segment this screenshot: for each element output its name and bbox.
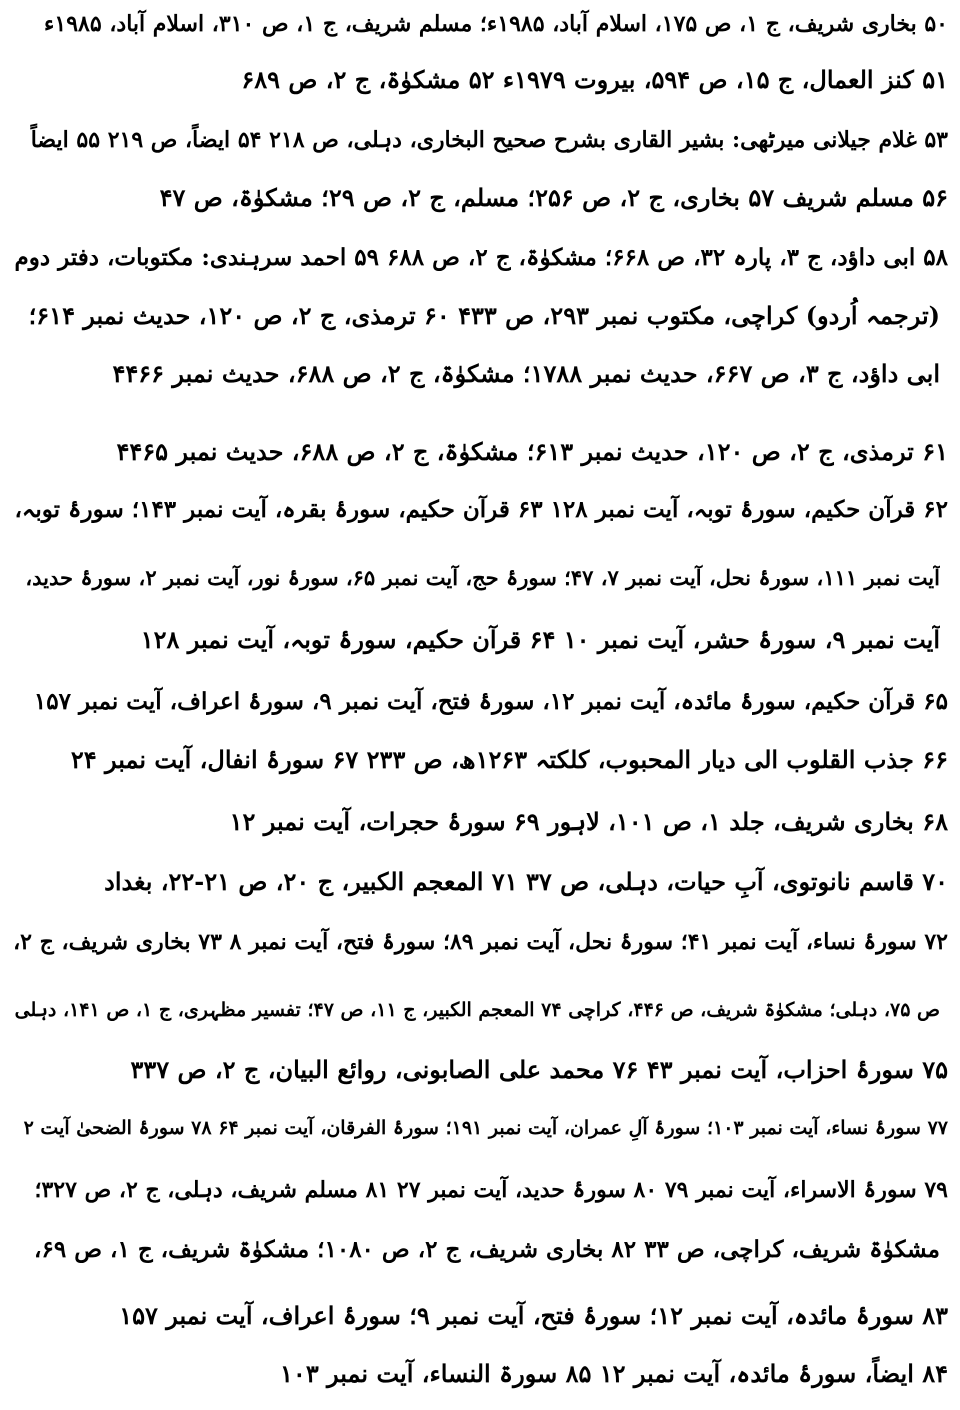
footnote-line: ۷۰ قاسم نانوتوی، آبِ حیات، دہلی، ص ۳۷ ۷۱ المعجم الکبیر، ج ۲۰، ص ۲۱-۲۲، بغداد	[104, 867, 948, 896]
footnote-line: ابی داؤد، ج ۳، ص ۶۶۷، حدیث نمبر ۱۷۸۸؛ مشکوٰۃ، ج ۲، ص ۶۸۸، حدیث نمبر ۴۴۶۶	[112, 359, 940, 388]
footnote-line: آیت نمبر ۹، سورۂ حشر، آیت نمبر ۱۰ ۶۴ قرآن حکیم، سورۂ توبہ، آیت نمبر ۱۲۸	[140, 625, 940, 654]
footnote-line: ص ۷۵، دہلی؛ مشکوٰۃ شریف، ص ۴۴۶، کراچی ۷۴ المعجم الکبیر، ج ۱۱، ص ۴۷؛ تفسیر مظہری، ج ۱، ص ۱۴۱، دہلی	[14, 999, 940, 1021]
footnote-line: ۵۰ بخاری شریف، ج ۱، ص ۱۷۵، اسلام آباد، ۱۹۸۵ء؛ مسلم شریف، ج ۱، ص ۳۱۰، اسلام آباد، ۱۹۸۵ء	[44, 11, 948, 37]
footnote-line: مشکوٰۃ شریف، کراچی، ص ۳۳ ۸۲ بخاری شریف، ج ۲، ص ۱۰۸۰؛ مشکوٰۃ شریف، ج ۱، ص ۶۹،	[34, 1236, 940, 1263]
footnote-line: آیت نمبر ۱۱۱، سورۂ نحل، آیت نمبر ۷، ۴۷؛ سورۂ حج، آیت نمبر ۶۵، سورۂ نور، آیت نمبر ۲، سورۂ حدید،	[25, 565, 940, 590]
footnote-line: (ترجمہ اُردو) کراچی، مکتوب نمبر ۲۹۳، ص ۴۳۳ ۶۰ ترمذی، ج ۲، ص ۱۲۰، حدیث نمبر ۶۱۴؛	[28, 301, 940, 330]
footnote-line: ۶۲ قرآن حکیم، سورۂ توبہ، آیت نمبر ۱۲۸ ۶۳ قرآن حکیم، سورۂ بقرہ، آیت نمبر ۱۴۳؛ سورۂ توبہ،	[14, 496, 948, 523]
footnote-line: ۷۹ سورۂ الاسراء، آیت نمبر ۷۹ ۸۰ سورۂ حدید، آیت نمبر ۲۷ ۸۱ مسلم شریف، دہلی، ج ۲، ص ۳۲۷؛	[34, 1177, 948, 1203]
footnote-line: ۸۴ ایضاً، سورۂ مائدہ، آیت نمبر ۱۲ ۸۵ سورۃ النساء، آیت نمبر ۱۰۳	[280, 1359, 948, 1388]
footnote-line: ۶۸ بخاری شریف، جلد ۱، ص ۱۰۱، لاہور ۶۹ سورۂ حجرات، آیت نمبر ۱۲	[229, 807, 948, 836]
footnote-line: ۸۳ سورۂ مائدہ، آیت نمبر ۱۲؛ سورۂ فتح، آیت نمبر ۹؛ سورۂ اعراف، آیت نمبر ۱۵۷	[119, 1301, 948, 1330]
footnote-line: ۷۷ سورۂ نساء، آیت نمبر ۱۰۳؛ سورۂ آلِ عمران، آیت نمبر ۱۹۱؛ سورۂ الفرقان، آیت نمبر ۶۴ ۷۸ سورۂ الضحیٰ آیت ۲	[23, 1117, 948, 1139]
footnote-line: ۵۳ غلام جیلانی میرٹھی: بشیر القاری بشرح صحیح البخاری، دہلی، ص ۲۱۸ ۵۴ ایضاً، ص ۲۱۹ ۵۵ ایضاً	[30, 127, 948, 153]
footnote-line: ۶۶ جذب القلوب الی دیار المحبوب، کلکتہ ۱۲۶۳ھ، ص ۲۳۳ ۶۷ سورۂ انفال، آیت نمبر ۲۴	[70, 745, 948, 774]
footnote-line: ۵۸ ابی داؤد، ج ۳، پارہ ۳۲، ص ۶۶۸؛ مشکوٰۃ، ج ۲، ص ۶۸۸ ۵۹ احمد سرہندی: مکتوبات، دفتر دوم	[14, 244, 948, 271]
footnote-line: ۵۱ کنز العمال، ج ۱۵، ص ۵۹۴، بیروت ۱۹۷۹ء ۵۲ مشکوٰۃ، ج ۲، ص ۶۸۹	[241, 65, 948, 94]
footnote-line: ۶۱ ترمذی، ج ۲، ص ۱۲۰، حدیث نمبر ۶۱۳؛ مشکوٰۃ، ج ۲، ص ۶۸۸، حدیث نمبر ۴۴۶۵	[116, 437, 948, 466]
footnote-line: ۵۶ مسلم شریف ۵۷ بخاری، ج ۲، ص ۲۵۶؛ مسلم، ج ۲، ص ۲۹؛ مشکوٰۃ، ص ۴۷	[159, 183, 948, 212]
footnote-line: ۷۵ سورۂ احزاب، آیت نمبر ۴۳ ۷۶ محمد علی الصابونی، روائع البیان، ج ۲، ص ۳۳۷	[130, 1055, 948, 1084]
footnote-line: ۶۵ قرآن حکیم، سورۂ مائدہ، آیت نمبر ۱۲، سورۂ فتح، آیت نمبر ۹، سورۂ اعراف، آیت نمبر ۱۵۷	[33, 688, 948, 715]
footnote-line: ۷۲ سورۂ نساء، آیت نمبر ۴۱؛ سورۂ نحل، آیت نمبر ۸۹؛ سورۂ فتح، آیت نمبر ۸ ۷۳ بخاری شریف، ج ۲،	[13, 929, 948, 955]
